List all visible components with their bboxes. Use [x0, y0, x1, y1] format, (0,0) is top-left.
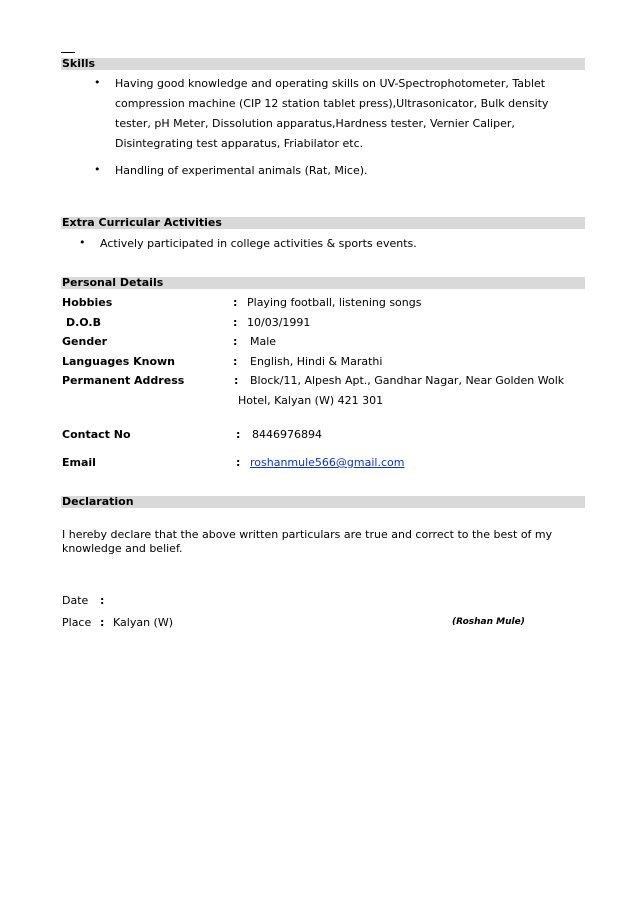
contact-label: Contact No [62, 428, 131, 441]
dob-value: 10/03/1991 [247, 316, 311, 329]
top-rule [61, 52, 75, 53]
personal-heading: Personal Details [62, 276, 164, 289]
declaration-heading: Declaration [62, 495, 134, 508]
dob-colon: : [233, 316, 238, 329]
email-link[interactable]: roshanmule566@gmail.com [250, 456, 405, 469]
skills-item-1-line-2: compression machine (CIP 12 station tablet press),Ultrasonicator, Bulk density [115, 97, 549, 110]
hobbies-value: Playing football, listening songs [247, 296, 422, 309]
address-line-2: Hotel, Kalyan (W) 421 301 [238, 394, 384, 407]
bullet-icon: • [94, 163, 101, 176]
extra-item-1: Actively participated in college activities & sports events. [100, 237, 417, 250]
languages-value: English, Hindi & Marathi [250, 355, 383, 368]
place-colon: : [100, 616, 105, 629]
email-colon: : [236, 456, 241, 469]
date-colon: : [100, 594, 105, 607]
signature-name: (Roshan Mule) [452, 617, 525, 627]
skills-heading: Skills [62, 57, 96, 70]
contact-value: 8446976894 [252, 428, 322, 441]
hobbies-label: Hobbies [62, 296, 113, 309]
gender-value: Male [250, 335, 277, 348]
languages-label: Languages Known [62, 355, 176, 368]
dob-label: D.O.B [66, 316, 101, 329]
skills-heading-bar [61, 58, 585, 70]
skills-item-2-line-1: Handling of experimental animals (Rat, Mice). [115, 164, 368, 177]
bullet-icon: • [94, 76, 101, 89]
languages-colon: : [233, 355, 238, 368]
email-label: Email [62, 456, 96, 469]
declaration-text-line-2: knowledge and belief. [62, 542, 183, 555]
hobbies-colon: : [233, 296, 238, 309]
contact-colon: : [236, 428, 241, 441]
declaration-heading-bar [61, 496, 585, 508]
declaration-text-line-1: I hereby declare that the above written particulars are true and correct to the best of my [62, 528, 553, 541]
extra-heading: Extra Curricular Activities [62, 216, 222, 229]
gender-colon: : [233, 335, 238, 348]
skills-item-1-line-4: Disintegrating test apparatus, Friabilator etc. [115, 137, 364, 150]
place-label: Place [62, 616, 92, 629]
skills-item-1-line-3: tester, pH Meter, Dissolution apparatus,Hardness tester, Vernier Caliper, [115, 117, 515, 130]
address-label: Permanent Address [62, 374, 185, 387]
address-line-1: Block/11, Alpesh Apt., Gandhar Nagar, Near Golden Wolk [250, 374, 565, 387]
date-label: Date [62, 594, 89, 607]
place-value: Kalyan (W) [113, 616, 173, 629]
bullet-icon: • [79, 236, 86, 249]
address-colon: : [234, 374, 239, 387]
gender-label: Gender [62, 335, 108, 348]
skills-item-1-line-1: Having good knowledge and operating skills on UV-Spectrophotometer, Tablet [115, 77, 546, 90]
